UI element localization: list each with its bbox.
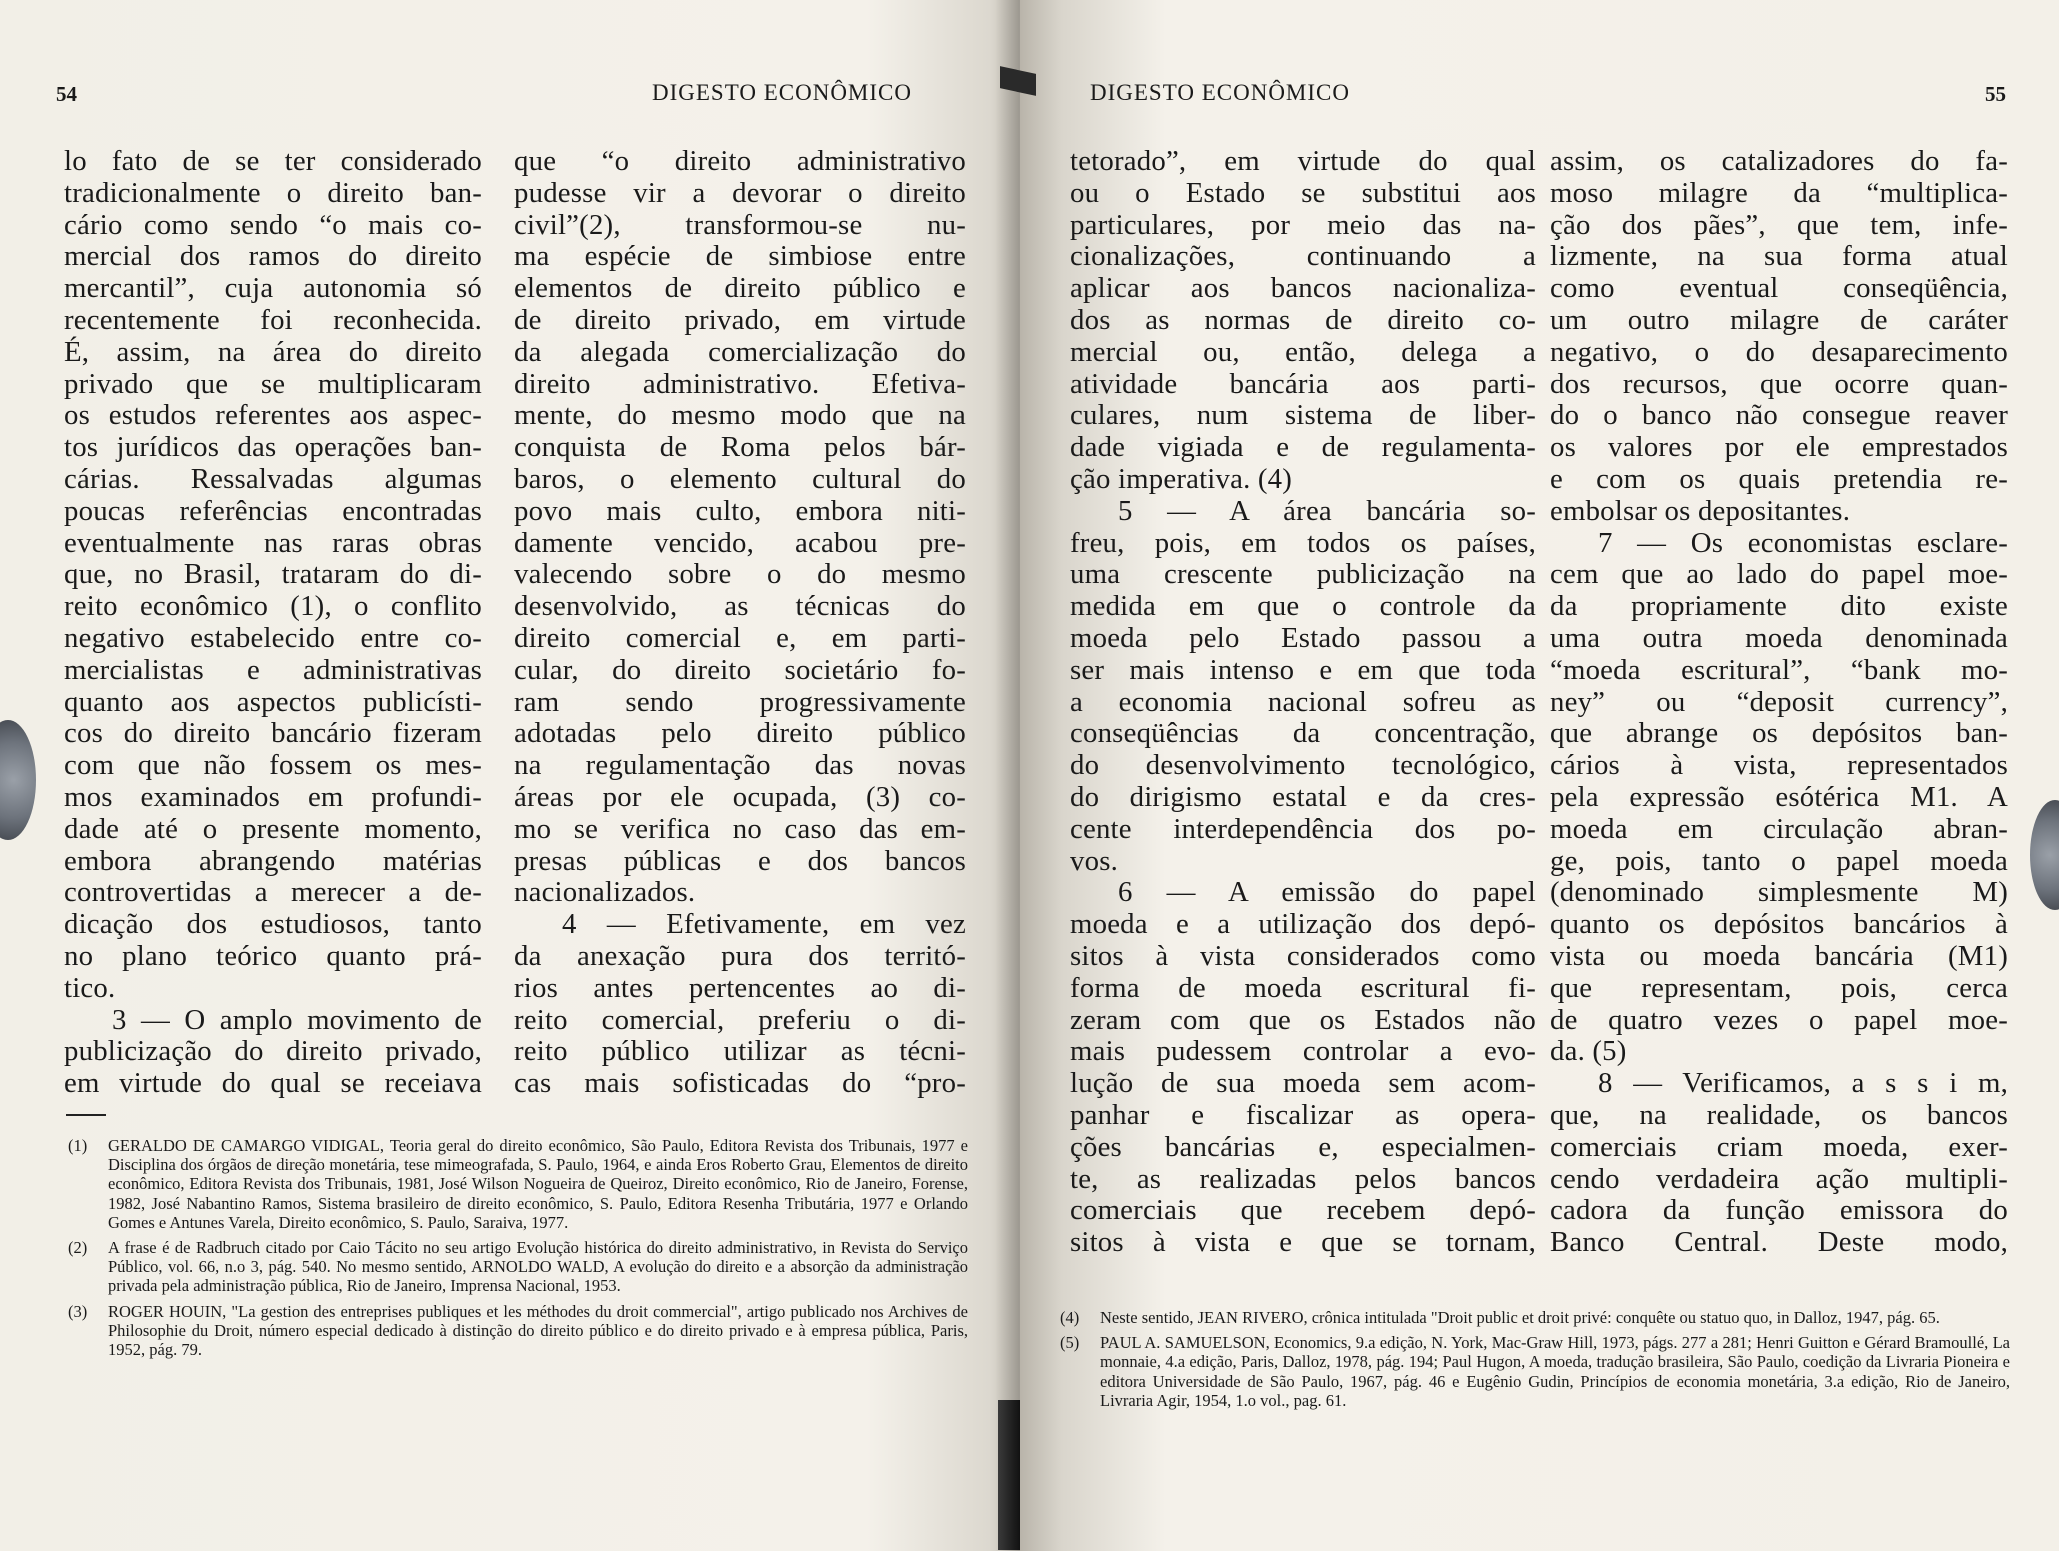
- text-line: dos as normas de direito co-: [1070, 303, 1536, 336]
- text-line: e com os quais pretendia re-: [1550, 462, 2008, 495]
- text-line: comerciais que recebem depó-: [1070, 1194, 1536, 1227]
- footnote: [1060, 1308, 2010, 1327]
- footnote-number: (4): [1060, 1308, 1080, 1327]
- footnote-number: (2): [68, 1238, 88, 1258]
- text-line: os valores por ele emprestados: [1550, 431, 2008, 464]
- left-page: [0, 0, 1020, 1551]
- text-line: ney” ou “deposit currency”,: [1550, 685, 2008, 718]
- page-number-right: 55: [1985, 82, 2006, 106]
- text-line: publicização do direito privado,: [64, 1035, 482, 1068]
- text-line: reito comercial, preferiu o di-: [514, 1003, 966, 1036]
- text-line: É, assim, na área do direito: [64, 335, 482, 368]
- text-line: “moeda escritural”, “bank mo-: [1550, 653, 2008, 686]
- text-line: mos examinados em profundi-: [64, 780, 482, 813]
- text-line: particulares, por meio das na-: [1070, 208, 1536, 241]
- text-line: dos recursos, que ocorre quan-: [1550, 367, 2008, 400]
- text-line: adotadas pelo direito público: [514, 717, 966, 750]
- running-header-left: DIGESTO ECONÔMICO: [652, 80, 912, 105]
- text-line: ma espécie de simbiose entre: [514, 240, 966, 273]
- text-line: cos do direito bancário fizeram: [64, 717, 482, 750]
- gutter-binding: [998, 1400, 1020, 1550]
- text-line: da anexação pura dos territó-: [514, 939, 966, 972]
- text-line: te, as realizadas pelos bancos: [1070, 1162, 1536, 1195]
- text-line: da alegada comercialização do: [514, 335, 966, 368]
- footnote-number: (3): [68, 1301, 88, 1321]
- text-line: ção dos pães”, que tem, infe-: [1550, 208, 2008, 241]
- text-line: (denominado simplesmente M): [1550, 876, 2008, 909]
- right-page: [1020, 0, 2059, 1551]
- text-line: da. (5): [1550, 1035, 1627, 1068]
- text-line: em virtude do qual se receiava: [64, 1067, 482, 1100]
- text-line: 4 — Efetivamente, em vez: [562, 908, 966, 941]
- footnote-text: A frase é de Radbruch citado por Caio Tácito no seu artigo Evolução histórica do direito administrativo, in Revista do Serviço Público, vol. 66, n.o 3, pág. 540. No mesmo sentido, ARNOLDO WALD, A evolução do direito e a absorção da administração privada pela administração pública, Rio de Janeiro, Imprensa Nacional, 1953.: [108, 1238, 968, 1296]
- text-line: ou o Estado se substitui aos: [1070, 176, 1536, 209]
- text-line: direito administrativo. Efetiva-: [514, 367, 966, 400]
- footnote-text: ROGER HOUIN, "La gestion des entreprises publiques et les méthodes du droit commercial", artigo publicado nos Archives de Philosophie du Droit, número especial dedicado à distinção do direito público e do direito privado e à empresa pública, Paris, 1952, pág. 79.: [108, 1301, 968, 1360]
- text-line: direito comercial e, em parti-: [514, 621, 966, 654]
- text-line: ções bancárias e, especialmen-: [1070, 1130, 1536, 1163]
- text-line: mente, do mesmo modo que na: [514, 399, 966, 432]
- right-footnotes: [1060, 1308, 2010, 1416]
- text-line: 6 — A emissão do papel: [1118, 876, 1536, 909]
- text-line: conseqüências da concentração,: [1070, 717, 1536, 750]
- text-line: povo mais culto, embora niti-: [514, 494, 966, 527]
- text-line: mercialistas e administrativas: [64, 653, 482, 686]
- text-line: quanto os depósitos bancários à: [1550, 908, 2008, 941]
- text-line: culares, num sistema de liber-: [1070, 399, 1536, 432]
- text-line: lução de sua moeda sem acom-: [1070, 1067, 1536, 1100]
- text-line: reito público utilizar as técni-: [514, 1035, 966, 1068]
- text-line: moso milagre da “multiplica-: [1550, 176, 2008, 209]
- text-line: freu, pois, em todos os países,: [1070, 526, 1536, 559]
- text-line: tico.: [64, 971, 116, 1004]
- text-line: os estudos referentes aos aspec-: [64, 399, 482, 432]
- page-number-left: 54: [56, 82, 77, 106]
- footnote: [68, 1302, 968, 1360]
- text-line: conquista de Roma pelos bár-: [514, 431, 966, 464]
- text-line: pela expressão esótérica M1. A: [1550, 780, 2008, 813]
- text-line: desenvolvido, as técnicas do: [514, 590, 966, 623]
- left-column-2: [514, 146, 966, 1100]
- text-line: lo fato de se ter considerado: [64, 145, 482, 177]
- text-line: atividade bancária aos parti-: [1070, 367, 1536, 400]
- text-line: no plano teórico quanto prá-: [64, 939, 482, 972]
- footnote: [1060, 1333, 2010, 1410]
- text-line: moeda pelo Estado passou a: [1070, 621, 1536, 654]
- text-line: vos.: [1070, 844, 1119, 877]
- text-line: cionalizações, continuando a: [1070, 240, 1536, 273]
- text-line: uma crescente publicização na: [1070, 558, 1536, 591]
- text-line: ção imperativa. (4): [1070, 462, 1293, 495]
- text-line: recentemente foi reconhecida.: [64, 303, 482, 336]
- text-line: do dirigismo estatal e da cres-: [1070, 780, 1536, 813]
- text-line: controvertidas a merecer a de-: [64, 876, 482, 909]
- text-line: assim, os catalizadores do fa-: [1550, 145, 2008, 177]
- right-column-1: [1070, 146, 1536, 1259]
- text-line: comerciais criam moeda, exer-: [1550, 1130, 2008, 1163]
- text-line: civil”(2), transformou-se nu-: [514, 208, 966, 241]
- text-line: mercantil”, cuja autonomia só: [64, 272, 482, 305]
- text-line: cendo verdadeira ação multipli-: [1550, 1162, 2008, 1195]
- text-line: cem que ao lado do papel moe-: [1550, 558, 2008, 591]
- text-line: nacionalizados.: [514, 876, 696, 909]
- text-line: baros, o elemento cultural do: [514, 462, 966, 495]
- text-line: de quatro vezes o papel moe-: [1550, 1003, 2008, 1036]
- text-line: forma de moeda escritural fi-: [1070, 971, 1536, 1004]
- text-line: 5 — A área bancária so-: [1118, 494, 1536, 527]
- text-line: mo se verifica no caso das em-: [514, 812, 966, 845]
- text-line: pudesse vir a devorar o direito: [514, 176, 966, 209]
- text-line: eventualmente nas raras obras: [64, 526, 482, 559]
- text-line: negativo estabelecido entre co-: [64, 621, 482, 654]
- text-line: áreas por ele ocupada, (3) co-: [514, 780, 966, 813]
- text-line: vista ou moeda bancária (M1): [1550, 939, 2008, 972]
- text-line: cente interdependência dos po-: [1070, 812, 1536, 845]
- text-line: lizmente, na sua forma atual: [1550, 240, 2008, 273]
- text-line: privado que se multiplicaram: [64, 367, 482, 400]
- text-line: uma outra moeda denominada: [1550, 621, 2008, 654]
- text-line: do desenvolvimento tecnológico,: [1070, 749, 1536, 782]
- footnote-text: Neste sentido, JEAN RIVERO, crônica intitulada "Droit public et droit privé: conquête ou statuo quo, in Dalloz, 1947, pág. 65.: [1100, 1308, 1940, 1327]
- text-line: negativo, o do desaparecimento: [1550, 335, 2008, 368]
- text-line: cários à vista, representados: [1550, 749, 2008, 782]
- text-line: dicação dos estudiosos, tanto: [64, 908, 482, 941]
- text-line: valecendo sobre o do mesmo: [514, 558, 966, 591]
- text-line: moeda e a utilização dos depó-: [1070, 908, 1536, 941]
- text-line: a economia nacional sofreu as: [1070, 685, 1536, 718]
- text-line: cadora da função emissora do: [1550, 1194, 2008, 1227]
- footnote-number: (5): [1060, 1333, 1080, 1353]
- left-footnotes: [68, 1136, 968, 1365]
- binding-hole: [0, 720, 36, 840]
- text-line: cular, do direito societário fo-: [514, 653, 966, 686]
- text-line: embora abrangendo matérias: [64, 844, 482, 877]
- footnote: [68, 1238, 968, 1296]
- text-line: aplicar aos bancos nacionaliza-: [1070, 272, 1536, 305]
- text-line: cário como sendo “o mais co-: [64, 208, 482, 241]
- right-column-2: [1550, 146, 2008, 1259]
- text-line: tradicionalmente o direito ban-: [64, 176, 482, 209]
- text-line: ser mais intenso e em que toda: [1070, 653, 1536, 686]
- text-line: 7 — Os economistas esclare-: [1598, 526, 2008, 559]
- text-line: mais pudessem controlar a evo-: [1070, 1035, 1536, 1068]
- text-line: poucas referências encontradas: [64, 494, 482, 527]
- text-line: dade até o presente momento,: [64, 812, 482, 845]
- text-line: 8 — Verificamos, a s s i m,: [1598, 1067, 2008, 1100]
- running-header-right: DIGESTO ECONÔMICO: [1090, 80, 1350, 105]
- text-line: que, no Brasil, trataram do di-: [64, 558, 482, 591]
- text-line: um outro milagre de caráter: [1550, 303, 2008, 336]
- text-line: que representam, pois, cerca: [1550, 971, 2008, 1004]
- text-line: damente vencido, acabou pre-: [514, 526, 966, 559]
- text-line: dade vigiada e de regulamenta-: [1070, 431, 1536, 464]
- text-line: presas públicas e dos bancos: [514, 844, 966, 877]
- footnote-rule: [66, 1114, 106, 1116]
- text-line: rios antes pertencentes ao di-: [514, 971, 966, 1004]
- footnote: [68, 1136, 968, 1232]
- text-line: que abrange os depósitos ban-: [1550, 717, 2008, 750]
- text-line: cas mais sofisticadas do “pro-: [514, 1067, 966, 1100]
- text-line: 3 — O amplo movimento de: [112, 1003, 482, 1036]
- text-line: mercial ou, então, delega a: [1070, 335, 1536, 368]
- text-line: elementos de direito público e: [514, 272, 966, 305]
- text-line: quanto aos aspectos publicísti-: [64, 685, 482, 718]
- text-line: cárias. Ressalvadas algumas: [64, 462, 482, 495]
- text-line: tetorado”, em virtude do qual: [1070, 145, 1536, 177]
- text-line: de direito privado, em virtude: [514, 303, 966, 336]
- text-line: na regulamentação das novas: [514, 749, 966, 782]
- left-column-1: [64, 146, 482, 1100]
- text-line: panhar e fiscalizar as opera-: [1070, 1098, 1536, 1131]
- text-line: sitos à vista considerados como: [1070, 939, 1536, 972]
- text-line: ram sendo progressivamente: [514, 685, 966, 718]
- gutter-shadow: [995, 0, 1020, 1551]
- footnote-number: (1): [68, 1136, 88, 1155]
- text-line: embolsar os depositantes.: [1550, 494, 1851, 527]
- footnote-text: GERALDO DE CAMARGO VIDIGAL, Teoria geral do direito econômico, São Paulo, Editora Revista dos Tribunais, 1977 e Disciplina dos órgãos de direção monetária, tese mimeografada, S. Paulo, 1964, e ainda Eros Roberto Grau, Elementos de direito econômico, Editora Revista dos Tribunais, 1981, José Wilson Nogueira de Queiroz, Direito econômico, Rio de Janeiro, Forense, 1982, José Nabantino Ramos, Sistema brasileiro de direito econômico, S. Paulo, Editora Resenha Tributária, 1977 e Orlando Gomes e Antunes Varela, Direito econômico, S. Paulo, Saraiva, 1977.: [108, 1136, 968, 1232]
- text-line: sitos à vista e que se tornam,: [1070, 1226, 1536, 1259]
- text-line: como eventual conseqüência,: [1550, 272, 2008, 305]
- text-line: Banco Central. Deste modo,: [1550, 1226, 2008, 1259]
- footnote-text: PAUL A. SAMUELSON, Economics, 9.a edição, N. York, Mac-Graw Hill, 1973, págs. 277 a 281; Henri Guitton e Gérard Bramoullé, La monnaie, 4.a edição, Paris, Dalloz, 1978, pág. 194; Paul Hugon, A moeda, tradução brasileira, São Paulo, coedição da Livraria Pioneira e editora Universidade de São Paulo, 1967, pág. 46 e Eugênio Gudin, Princípios de economia monetária, 3.a edição, Rio de Janeiro, Livraria Agir, 1954, 1.o vol., pag. 61.: [1100, 1333, 2010, 1410]
- text-line: zeram com que os Estados não: [1070, 1003, 1536, 1036]
- text-line: da propriamente dito existe: [1550, 590, 2008, 623]
- text-line: do o banco não consegue reaver: [1550, 399, 2008, 432]
- text-line: com que não fossem os mes-: [64, 749, 482, 782]
- text-line: que, na realidade, os bancos: [1550, 1098, 2008, 1131]
- text-line: mercial dos ramos do direito: [64, 240, 482, 273]
- text-line: ge, pois, tanto o papel moeda: [1550, 844, 2008, 877]
- text-line: tos jurídicos das operações ban-: [64, 431, 482, 464]
- text-line: medida em que o controle da: [1070, 590, 1536, 623]
- text-line: reito econômico (1), o conflito: [64, 590, 482, 623]
- text-line: moeda em circulação abran-: [1550, 812, 2008, 845]
- text-line: que “o direito administrativo: [514, 145, 966, 177]
